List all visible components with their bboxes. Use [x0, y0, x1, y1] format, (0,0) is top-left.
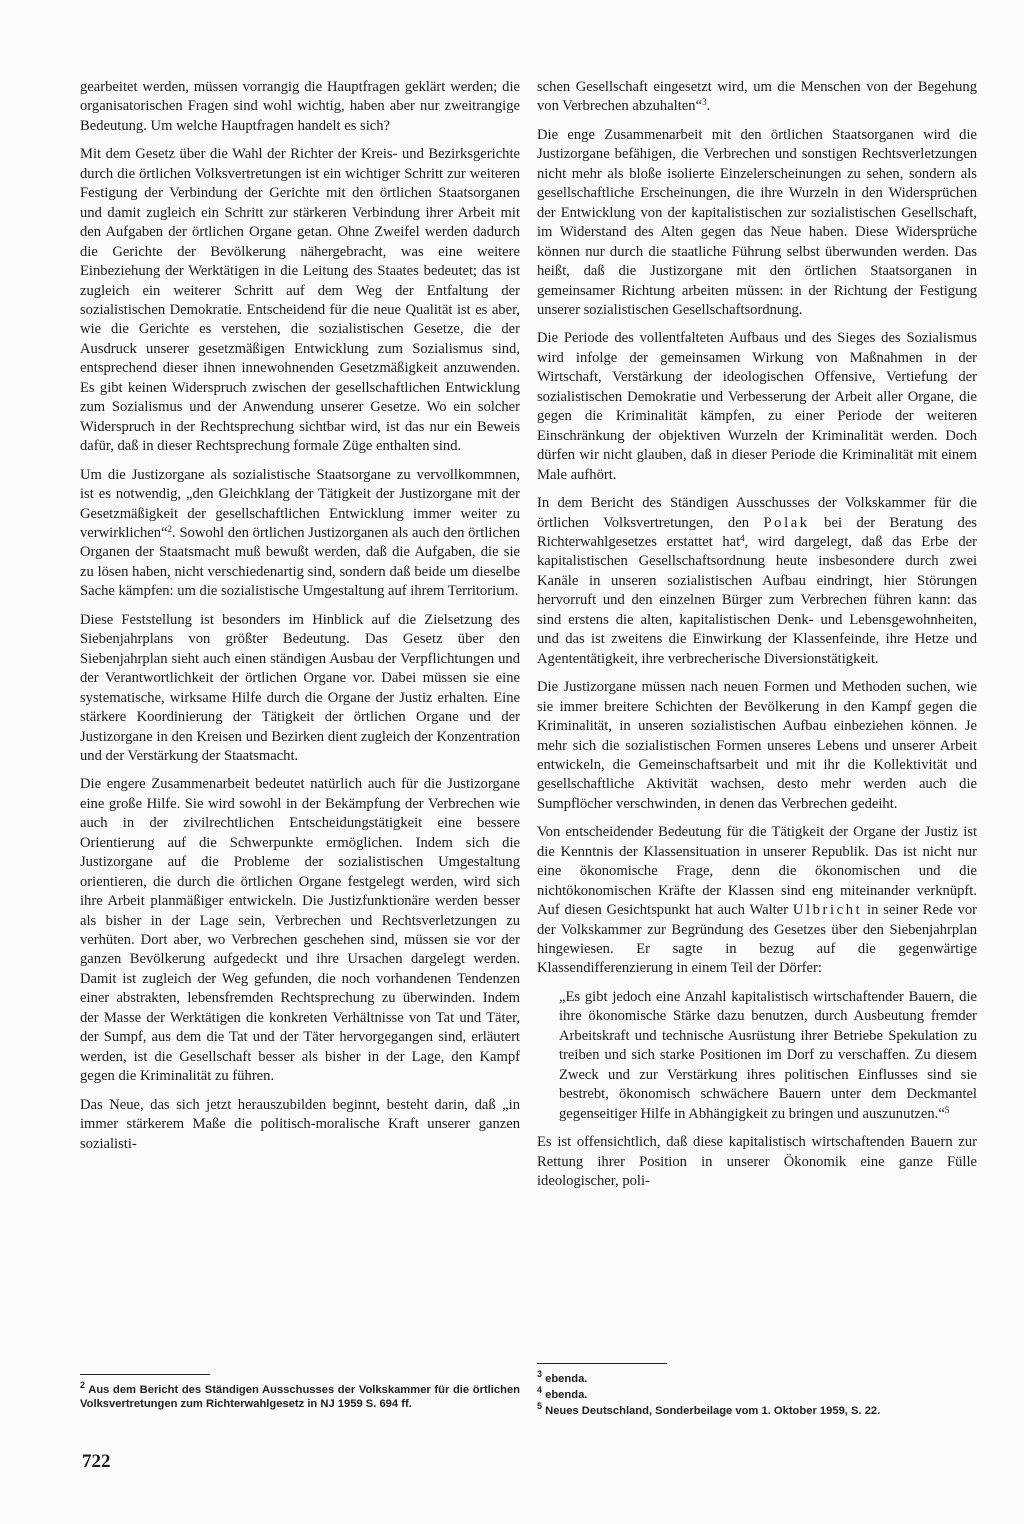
quote-text: „Es gibt jedoch eine Anzahl kapitalistisch wirtschaftender Bauern, die ihre ökonomische Stärke dazu benutzen, durch Ausbeutung fremder Arbeitskraft und technische Ausrüstung ihrer Betriebe Spekulation zu treiben und sich starke Positionen im Dorf zu verschaffen. Zu diesem Zweck und zur Verstärkung ihres politischen Einflusses sind sie bestrebt, ökonomisch schwächere Bauern unter dem Deckmantel gegenseitiger Hilfe in Abhängigkeit zu bringen und auszunutzen.“	[559, 988, 977, 1122]
paragraph: Die enge Zusammenarbeit mit den örtlichen Staatsorganen wird die Justizorgane befähigen, die Verbrechen und sonstigen Rechtsverletzungen nicht mehr als bloße isolierte Einzelerscheinungen zu sehen, sondern als gesellschaftliche Erscheinungen, die ihre Wurzeln in den Widersprüchen der Entwicklung von der kapitalistischen zur sozialistischen Gesellschaft, im Widerstand des Alten gegen das Neue haben. Diese Widersprüche können nur durch die staatliche Führung selbst überwunden werden. Das heißt, daß die Justizorgane mit den örtlichen Staatsorganen in gemeinsamer Richtung arbeiten müssen: in der Richtung der Festigung unserer sozialistischen Gesellschaftsordnung.	[537, 126, 977, 318]
left-column	[80, 78, 520, 1314]
block-quote	[559, 988, 977, 1124]
paragraph	[80, 466, 520, 602]
paragraph-text: Um die Justizorgane als sozialistische Staatsorgane zu vervollkommnen, ist es notwendig, „den Gleichklang der Tätigkeit der Justizorgane mit der Gesetzmäßigkeit der gesellschaftlichen Entwicklung immer weiter zu verwirklichen“	[80, 466, 520, 541]
person-name: Polak	[763, 514, 810, 531]
paragraph	[537, 823, 977, 979]
footnote-mark: 2	[80, 1380, 86, 1390]
footnote	[537, 1401, 977, 1418]
footnote	[537, 1385, 977, 1402]
footnote-rule	[80, 1374, 210, 1375]
paragraph	[537, 494, 977, 669]
paragraph	[537, 78, 977, 117]
footnote-mark: 4	[537, 1385, 543, 1396]
paragraph: Das Neue, das sich jetzt herauszubilden beginnt, besteht darin, daß „in immer stärkerem Maße die politisch-moralische Kraft unserer ganzen sozialisti-	[80, 1096, 520, 1152]
paragraph-text: , wird dargelegt, daß das Erbe der kapitalistischen Gesellschaftsordnung heute insbesondere durch zwei Kanäle in unseren sozialistischen Aufbau eindringt, hier Störungen hervorruft und den einzelnen Bürger zum Verbrechen führen kann: das sind erstens die alten, kapitalistischen Denk- und Lebensgewohnheiten, und das ist zweitens die Einwirkung der Klassenfeinde, ihre Hetze und Agententätigkeit, ihre verbrecherische Diversionstätigkeit.	[537, 533, 977, 667]
page-number: 722	[82, 1451, 111, 1472]
footnote-mark: 5	[537, 1401, 543, 1412]
paragraph-text: bei der Beratung des Richterwahlgesetzes erstattet hat	[537, 514, 977, 550]
footnote-rule	[537, 1363, 667, 1364]
paragraph: gearbeitet werden, müssen vorrangig die Hauptfragen geklärt werden; die organisatorischen Fragen sind wohl wichtig, haben aber nur zweitrangige Bedeutung. Um welche Hauptfragen handelt es sich?	[80, 79, 520, 134]
paragraph-text: In dem Bericht des Ständigen Ausschusses der Volkskammer für die örtlichen Volksvertretungen, den	[537, 495, 977, 531]
footnote-ref: 4	[740, 532, 745, 543]
footnote-text: ebenda.	[542, 1373, 588, 1385]
footnotes-right	[537, 1369, 977, 1421]
paragraph-text: .	[706, 98, 711, 115]
paragraph-text: . Sowohl den örtlichen Justizorganen als auch den örtlichen Organen der Staatsmacht muß bewußt werden, daß die Aufgaben, die sie zu lösen haben, nicht verschiedenartig sind, sondern daß beide um dieselbe Sache kämpfen: um die sozialistische Umgestaltung auf ihrem Territorium.	[80, 524, 520, 600]
paragraph: Diese Feststellung ist besonders im Hinblick auf die Zielsetzung des Siebenjahrplans von größter Bedeutung. Das Gesetz über den Siebenjahrplan sieht auch einen ständigen Ausbau der Verpflichtungen und der Verantwortlichkeit der örtlichen Organe vor. Dabei müssen sie eine systematische, wirksame Hilfe durch die Organe der Justiz erhalten. Eine stärkere Koordinierung der Tätigkeit der örtlichen Organe und der Justizorgane in den Kreisen und Bezirken dient zugleich der Konzentration und der Verstärkung der Staatsmacht.	[80, 611, 520, 764]
footnote-text: ebenda.	[542, 1389, 588, 1402]
footnote	[80, 1380, 520, 1411]
right-column	[537, 78, 977, 1314]
footnote	[537, 1369, 977, 1386]
footnote-ref: 3	[702, 97, 707, 108]
paragraph: Die Justizorgane müssen nach neuen Formen und Methoden suchen, wie sie immer breitere Schichten der Bevölkerung in den Kampf gegen die Kriminalität, in unseren sozialistischen Aufbau einbeziehen können. Je mehr sich die sozialistischen Formen unseres Lebens und unserer Arbeit entwickeln, die Gemeinschaftsarbeit und mit ihr die Kollektivität und gesellschaftliche Aktivität wachsen, desto mehr werden auch die Sumpflöcher verschwinden, in denen das Verbrechen gedeiht.	[537, 679, 977, 812]
paragraph: Die engere Zusammenarbeit bedeutet natürlich auch für die Justizorgane eine große Hilfe. Sie wird sowohl in der Bekämpfung der Verbrechen wie auch in der zivilrechtlichen Entscheidungstätigkeit eine bessere Orientierung auf die Schwerpunkte ermöglichen. Indem sich die Justizorgane auf die Probleme der sozialistischen Umgestaltung orientieren, die durch die örtlichen Organe festgelegt werden, wird sich ihre Arbeit planmäßiger entwickeln. Die Justizfunktionäre werden besser als bisher in der Lage sein, Verbrechen und Rechtsverletzungen zu verhüten. Dort aber, wo Verbrechen geschehen sind, müssen sie vor der ganzen Bevölkerung aufgedeckt und ihre Ursachen dargelegt werden. Damit ist zugleich der Weg gefunden, die noch vorhandenen Tendenzen einer abstrakten, lebensfremden Rechtsprechung zu überwinden. Indem der Masse der Werktätigen die konkreten Verhältnisse von Tat und Täter, der Sumpf, aus dem die Tat und der Täter hervorgegangen sind, erläutert werden, ist die Gesellschaft besser als bisher in der Lage, den Kampf gegen die Kriminalität zu führen.	[80, 776, 520, 1085]
footnote-text: Aus dem Bericht des Ständigen Ausschusses der Volkskammer für die örtlichen Volksvertretungen zum Richterwahlgesetz in NJ 1959 S. 694 ff.	[80, 1384, 520, 1411]
paragraph-text: in seiner Rede vor der Volkskammer zur Begründung des Gesetzes über den Siebenjahrplan hingewiesen. Er sagte in bezug auf die gegenwärtige Klassendifferenzierung in einem Teil der Dörfer:	[537, 902, 978, 977]
paragraph: Die Periode des vollentfalteten Aufbaus und des Sieges des Sozialismus wird infolge der gemeinsamen Wirkung von Maßnahmen in der Wirtschaft, Verstärkung der ideologischen Offensive, Vertiefung der sozialistischen Demokratie und Verbesserung der Arbeit aller Organe, die gegen die Kriminalität kämpfen, zu einer Periode der weiteren Einschränkung der objektiven Wurzeln der Kriminalität werden. Doch dürfen wir nicht glauben, daß in dieser Periode die Kriminalität mit einem Male aufhört.	[537, 330, 977, 483]
paragraph: Mit dem Gesetz über die Wahl der Richter der Kreis- und Bezirksgerichte durch die örtlichen Volksvertretungen ist ein wichtiger Schritt zur weiteren Festigung der Verbindung der Gerichte mit den örtlichen Staatsorganen und damit zugleich ein Schritt zur stärkeren Verbindung ihrer Arbeit mit den Aufgaben der örtlichen Organe getan. Ohne Zweifel werden dadurch die Gerichte der Bevölkerung nähergebracht, was eine weitere Einbeziehung der Werktätigen in die Leitung des Staates bedeutet; das ist zugleich ein weiterer Schritt auf dem Weg der Entfaltung der sozialistischen Demokratie. Entscheidend für die neue Qualität ist es aber, wie die Gerichte es verstehen, die sozialistischen Gesetze, die der Ausdruck unserer gesetzmäßigen Entwicklung zum Sozialismus sind, entsprechend dieser ihnen innewohnenden Gesetzmäßigkeit anzuwenden. Es gibt keinen Widerspruch zwischen der gesellschaftlichen Entwicklung zum Sozialismus und der Anwendung unserer Gesetze. Wo ein solcher Widerspruch in der Rechtsprechung sichtbar wird, ist das nur ein Beweis dafür, daß in dieser Rechtsprechung formale Züge enthalten sind.	[80, 146, 520, 455]
footnote-ref: 2	[167, 523, 173, 534]
paragraph: Es ist offensichtlich, daß diese kapitalistisch wirtschaftenden Bauern zur Rettung ihrer Position in unserer Ökonomik eine ganze Fülle ideologischer, poli-	[537, 1134, 977, 1190]
paragraph-text: Von entscheidender Bedeutung für die Tätigkeit der Organe der Justiz ist die Kenntnis der Klassensituation in unserer Republik. Das ist nicht nur eine ökonomische Frage, denn die ökonomischen und die nichtökonomischen Kräfte der Klassen sind eng miteinander verknüpft. Auf diesen Gesichtspunkt hat auch Walter	[537, 824, 977, 919]
footnotes-left	[80, 1380, 520, 1413]
footnote-mark: 3	[537, 1369, 543, 1379]
person-name: Ulbricht	[792, 902, 863, 919]
footnote-text: Neues Deutschland, Sonderbeilage vom 1. Oktober 1959, S. 22.	[542, 1405, 881, 1418]
footnote-ref: 5	[944, 1104, 950, 1115]
paragraph-text: schen Gesellschaft eingesetzt wird, um die Menschen von der Begehung von Verbrechen abzuhalten“	[537, 79, 977, 115]
